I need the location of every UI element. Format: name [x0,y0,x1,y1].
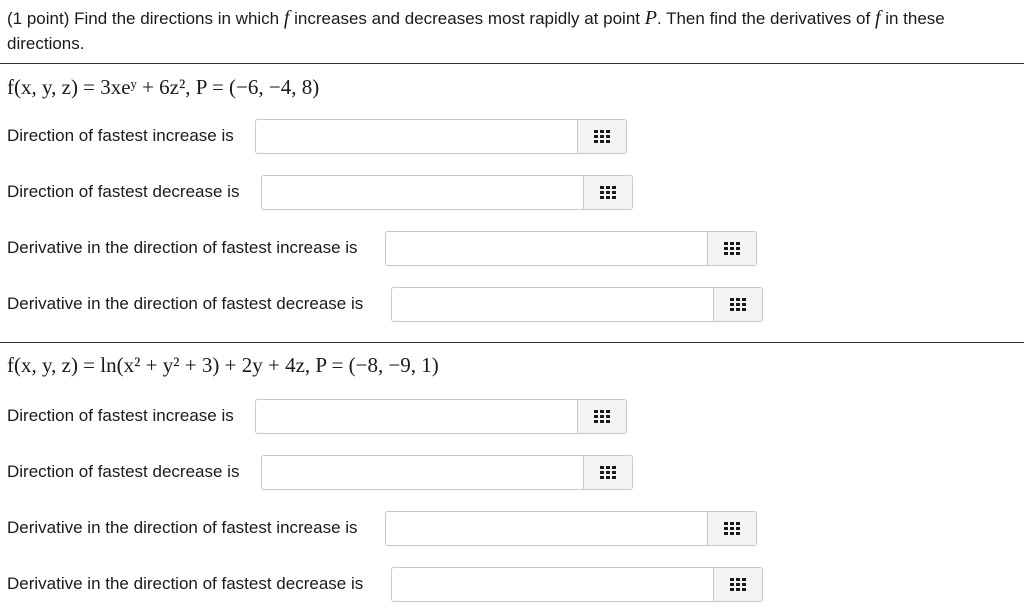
answer-input[interactable] [392,288,713,321]
question-label: Direction of fastest increase is [7,406,234,425]
problem-statement [7,6,1017,56]
formula-1: f(x, y, z) = 3xeʸ + 6z², P = (−6, −4, 8) [7,75,320,99]
grid-icon [730,578,746,591]
divider [0,63,1024,64]
matrix-input-button[interactable] [583,176,632,209]
matrix-input-button[interactable] [707,512,756,545]
statement-text-1: (1 point) Find the directions in which [7,9,284,28]
matrix-input-button[interactable] [713,288,762,321]
answer-input[interactable] [392,568,713,601]
answer-box [255,119,627,154]
answer-input[interactable] [256,120,577,153]
grid-icon [730,298,746,311]
formula-2: f(x, y, z) = ln(x² + y² + 3) + 2y + 4z, P = (−8, −9, 1) [7,353,439,377]
p-symbol: P [644,7,657,29]
grid-icon [724,242,740,255]
matrix-input-button[interactable] [713,568,762,601]
answer-input[interactable] [386,232,707,265]
grid-icon [594,130,610,143]
answer-input[interactable] [386,512,707,545]
answer-box [385,231,757,266]
answer-input[interactable] [256,400,577,433]
statement-text-3: . Then find the derivatives of [656,9,875,28]
matrix-input-button[interactable] [583,456,632,489]
answer-box [391,287,763,322]
matrix-input-button[interactable] [707,232,756,265]
answer-input[interactable] [262,176,583,209]
grid-icon [600,186,616,199]
f-symbol: f [283,7,290,29]
statement-text-2: increases and decreases most rapidly at point [289,9,645,28]
question-label: Direction of fastest decrease is [7,182,240,201]
answer-box [255,399,627,434]
grid-icon [594,410,610,423]
grid-icon [600,466,616,479]
statement-text-4: in these directions. [7,9,945,53]
question-label: Derivative in the direction of fastest increase is [7,238,358,257]
divider [0,342,1024,343]
question-label: Derivative in the direction of fastest decrease is [7,294,364,313]
answer-input[interactable] [262,456,583,489]
matrix-input-button[interactable] [577,120,626,153]
answer-box [261,175,633,210]
grid-icon [724,522,740,535]
question-label: Direction of fastest increase is [7,126,234,145]
question-label: Direction of fastest decrease is [7,462,240,481]
question-label: Derivative in the direction of fastest decrease is [7,574,364,593]
answer-box [261,455,633,490]
matrix-input-button[interactable] [577,400,626,433]
question-label: Derivative in the direction of fastest increase is [7,518,358,537]
answer-box [391,567,763,602]
f-symbol: f [874,7,881,29]
answer-box [385,511,757,546]
